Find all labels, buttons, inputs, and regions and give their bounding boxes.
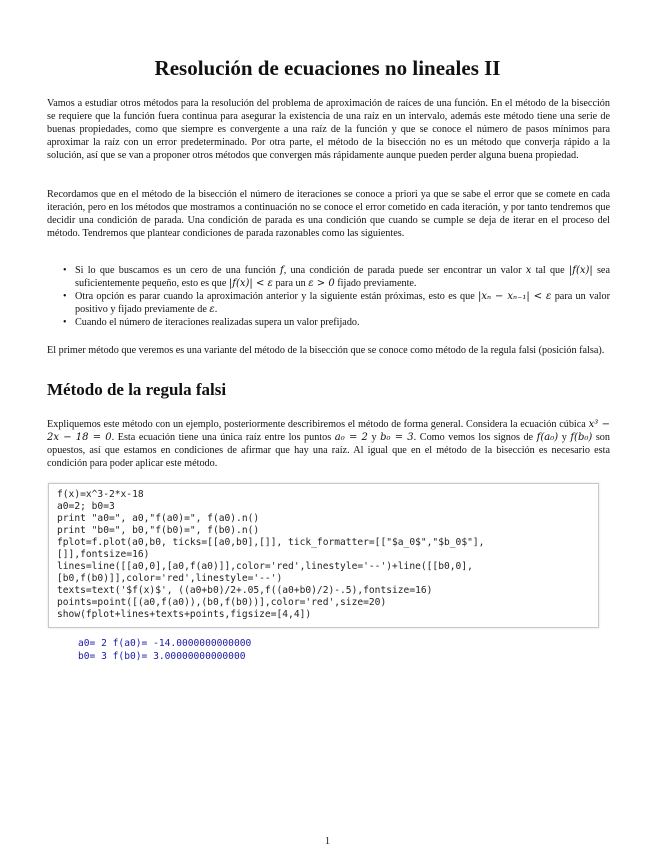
output-line: b0= 3 f(b0)= 3.00000000000000 [78,650,246,662]
intro-paragraph-2: Recordamos que en el método de la bisección el número de iteraciones se conoce a priori ya que se sabe el error que se comete en cada iteración, pero en los métodos que mostramos a continuación no se conoce el error cometido en cada iteración, y por tanto tendremos que decidir una condición de parada. Una condición de parada es una condición que cuando se cumple se deja de iterar en el proceso del método. Tendremos que plantear condiciones de parada razonables como las siguientes. [47,189,610,239]
method-intro-paragraph: El primer método que veremos es una variante del método de la bisección que se conoce como método de la regula falsi (posición falsa). [47,345,605,356]
bullet-icon: • [63,265,67,276]
output-line: a0= 2 f(a0)= -14.0000000000000 [78,638,252,649]
page-number: 1 [325,836,330,847]
code-cell[interactable] [48,483,599,628]
stopping-conditions-list [47,264,610,329]
list-item: • Si lo que buscamos es un cero de una función f, una condición de parada puede ser encontrar un valor x tal que |f(x)| sea suficientemente pequeño, esto es que |f(x)| < ε para un ε > 0 fijado previamente. [63,265,610,289]
code-output [78,638,251,663]
intro-paragraph-1: Vamos a estudiar otros métodos para la resolución del problema de aproximación de raíces de una función. En el método de la bisección se requiere que la función fuera continua para asegurar la existencia de una raíz en un intervalo, además este método tiene una serie de buenas propiedades, como que siempre es convergente a una raíz de la función y que se conoce el número de pasos mínimos para aproximar la raíz con un error predeterminado. Por otra parte, el método de la bisección no es un método que converja rápido a la solución, así que se van a proponer otros métodos que convergen más rápidamente aunque pueden perder alguna buena propiedad. [47,98,610,161]
list-item: • Otra opción es parar cuando la aproximación anterior y la siguiente están próximas, esto es que |xₙ − xₙ₋₁| < ε para un valor positivo y fijado previamente de ε. [63,291,611,315]
page-title: Resolución de ecuaciones no lineales II [154,56,501,80]
example-paragraph: Expliquemos este método con un ejemplo, posteriormente describiremos el método de forma general. Considera la ecuación cúbica x³ − 2x − 18 = 0. Esta ecuación tiene una única raíz entre los puntos a₀ = 2 y b₀ = 3. Como vemos los signos de f(a₀) y f(b₀) son opuestos, así que estamos en condiciones de afirmar que hay una raíz. Al igual que en el método de la bisección es necesario esta condición para poder aplicar este método. [47,419,610,469]
bullet-icon: • [63,317,67,328]
bullet-icon: • [63,291,67,302]
section-heading: Método de la regula falsi [47,380,227,399]
list-item: • Cuando el número de iteraciones realizadas supera un valor prefijado. [63,317,360,328]
code-input[interactable]: f(x)=x^3-2*x-18 a0=2; b0=3 print "a0=", a0,"f(a0)=", f(a0).n() print "b0=", b0,"f(b0)=", f(b0).n() fplot=f.plot(a0,b0, ticks=[[a0,b0],[]], tick_formatter=[["$a_0$","$b_0$"], []],fontsize=16) lines=line([[a0,0],[a0,f(a0)]],color='red',linestyle='--')+line([[b0,0], [b0,f(b0)]],color='red',linestyle='--') texts=text('$f(x)$', ((a0+b0)/2+.05,f((a0+b0)/2)-.5),fontsize=16) points=point([(a0,f(a0)),(b0,f(b0))],color='red',size=20) show(fplot+lines+texts+points,figsize=[4,4]) [57,489,485,620]
